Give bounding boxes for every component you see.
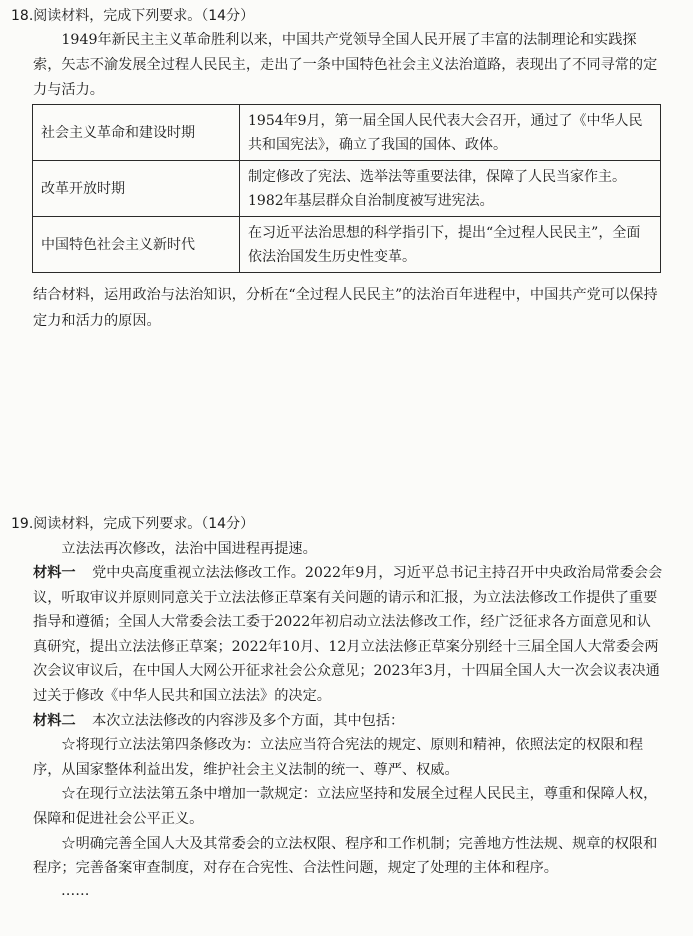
- table-row: [33, 217, 661, 273]
- material-2-intro: 本次立法法修改的内容涉及多个方面，其中包括：: [92, 712, 405, 729]
- lead-line: 立法法再次修改，法治中国进程再提速。: [61, 541, 317, 557]
- material-2-label: 材料二: [33, 712, 76, 729]
- question-18-intro: [33, 28, 661, 103]
- question-18-title: 18.阅读材料，完成下列要求。（14分）: [11, 8, 255, 24]
- question-19: [0, 512, 693, 536]
- content-cell: 1954年9月，第一届全国人民代表大会召开，通过了《中华人民共和国宪法》，确立了我国的国体、政体。: [240, 105, 661, 161]
- content-cell: 在习近平法治思想的科学指引下，提出“全过程人民民主”，全面依法治国发生历史性变革。: [240, 217, 661, 273]
- ellipsis: ……: [61, 882, 90, 899]
- table-row: [33, 105, 661, 161]
- period-cell: 社会主义革命和建设时期: [33, 105, 240, 161]
- list-item: ☆明确完善全国人大及其常委会的立法权限、程序和工作机制；完善地方性法规、规章的权限和程序；完善备案审查制度，对存在合宪性、合法性问题，规定了处理的主体和程序。: [33, 835, 658, 877]
- content-cell: 制定修改了宪法、选举法等重要法律，保障了人民当家作主。1982年基层群众自治制度被写进宪法。: [240, 161, 661, 217]
- question-text: 结合材料，运用政治与法治知识，分析在“全过程人民民主”的法治百年进程中，中国共产党可以保持定力和活力的原因。: [33, 287, 658, 329]
- question-19-title: 19.阅读材料，完成下列要求。（14分）: [11, 516, 255, 532]
- period-cell: 中国特色社会主义新时代: [33, 217, 240, 273]
- question-19-body: [33, 537, 663, 901]
- material-1-label: 材料一: [33, 565, 76, 581]
- list-item: ☆将现行立法法第四条修改为：立法应当符合宪法的规定、原则和精神，依照法定的权限和程序，从国家整体利益出发，维护社会主义法制的统一、尊严、权威。: [33, 737, 644, 778]
- intro-paragraph: 1949年新民主主义革命胜利以来，中国共产党领导全国人民开展了丰富的法制理论和实践探索，矢志不渝发展全过程人民民主，走出了一条中国特色社会主义法治道路，表现出了不同寻常的定力与活力。: [33, 32, 658, 98]
- material-2: [33, 709, 663, 734]
- material-table: [32, 104, 661, 273]
- question-18-prompt: [33, 282, 663, 334]
- material-1: [33, 561, 663, 709]
- period-cell: 改革开放时期: [33, 161, 240, 217]
- material-1-text: 党中央高度重视立法法修改工作。2022年9月，习近平总书记主持召开中央政治局常委会会议，听取审议并原则同意关于立法法修正草案有关问题的请示和汇报，为立法法修改工作提供了重要指导和遵循；全国人大常委会法工委于2022年初启动立法法修改工作，经广泛征求各方面意见和认真研究，提出立法法修正草案；2022年10月、12月立法法修正草案分别经十三届全国人大常委会两次会议审议后，在中国人大网公开征求社会公众意见；2023年3月，十四届全国人大一次会议表决通过关于修改《中华人民共和国立法法》的决定。: [33, 565, 663, 704]
- list-item: ☆在现行立法法第五条中增加一款规定：立法应坚持和发展全过程人民民主，尊重和保障人权，保障和促进社会公平正义。: [33, 786, 658, 827]
- table-row: [33, 161, 661, 217]
- question-18: [0, 4, 693, 28]
